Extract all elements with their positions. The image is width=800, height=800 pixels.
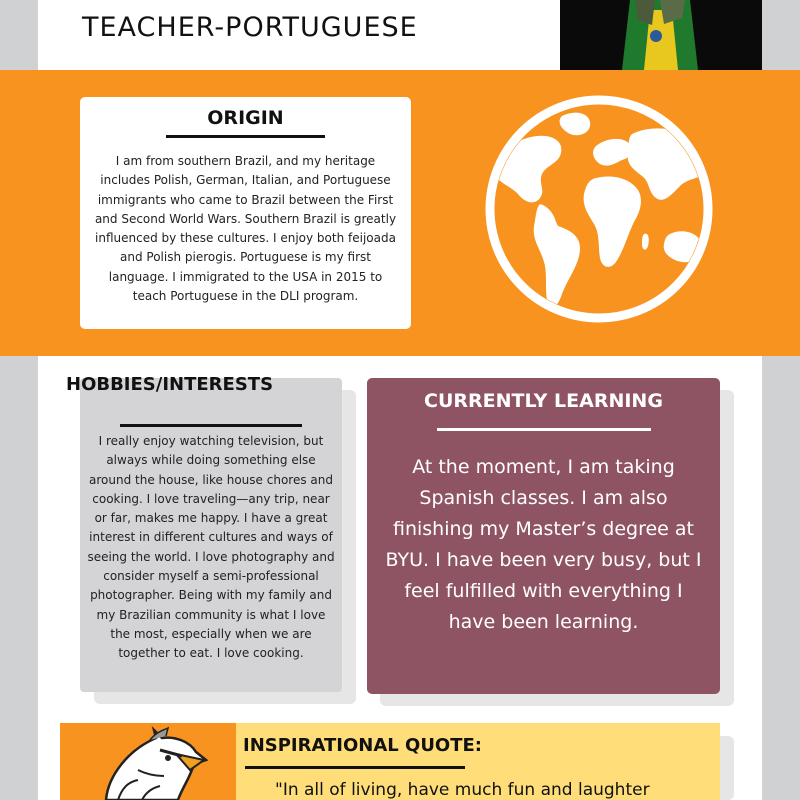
eagle-mascot-icon bbox=[98, 726, 208, 800]
quote-text: "In all of living, have much fun and laughter bbox=[275, 780, 650, 800]
profile-photo bbox=[560, 0, 762, 70]
page-title: TEACHER-PORTUGUESE bbox=[82, 12, 418, 43]
origin-text: I am from southern Brazil, and my heritage includes Polish, German, Italian, and Portuguese immigrants who came to Brazil between the First and Second World Wars. Southern Brazil is greatly influenced by these cultures. I enjoy both feijoada and Polish pierogis. Portuguese is my first language. I immigrated to the USA in 2015 to teach Portuguese in the DLI program. bbox=[94, 154, 397, 304]
origin-heading: ORIGIN bbox=[207, 107, 284, 129]
origin-divider bbox=[166, 135, 325, 138]
learning-divider bbox=[437, 428, 651, 431]
hobbies-text: I really enjoy watching television, but always while doing something else around the house, like house chores and cooking. I love traveling—any trip, near or far, makes me happy. I have a great interest in different cultures and ways of seeing the world. I love photography and consider myself a semi-professional photographer. Being with my family and my Brazilian community is what I love the most, especially when we are together to eat. I love cooking. bbox=[87, 434, 335, 661]
hobbies-divider bbox=[120, 424, 302, 427]
profile-photo-image bbox=[560, 0, 762, 70]
learning-text: At the moment, I am taking Spanish classes. I am also finishing my Master’s degree at BYU. I have been very busy, but I feel fulfilled with everything I have been learning. bbox=[385, 456, 702, 633]
quote-heading: INSPIRATIONAL QUOTE: bbox=[243, 735, 483, 756]
globe-icon bbox=[484, 94, 714, 324]
hobbies-heading: HOBBIES/INTERESTS bbox=[66, 374, 274, 395]
quote-divider bbox=[245, 766, 465, 769]
origin-card bbox=[80, 97, 411, 329]
learning-heading: CURRENTLY LEARNING bbox=[424, 390, 663, 412]
